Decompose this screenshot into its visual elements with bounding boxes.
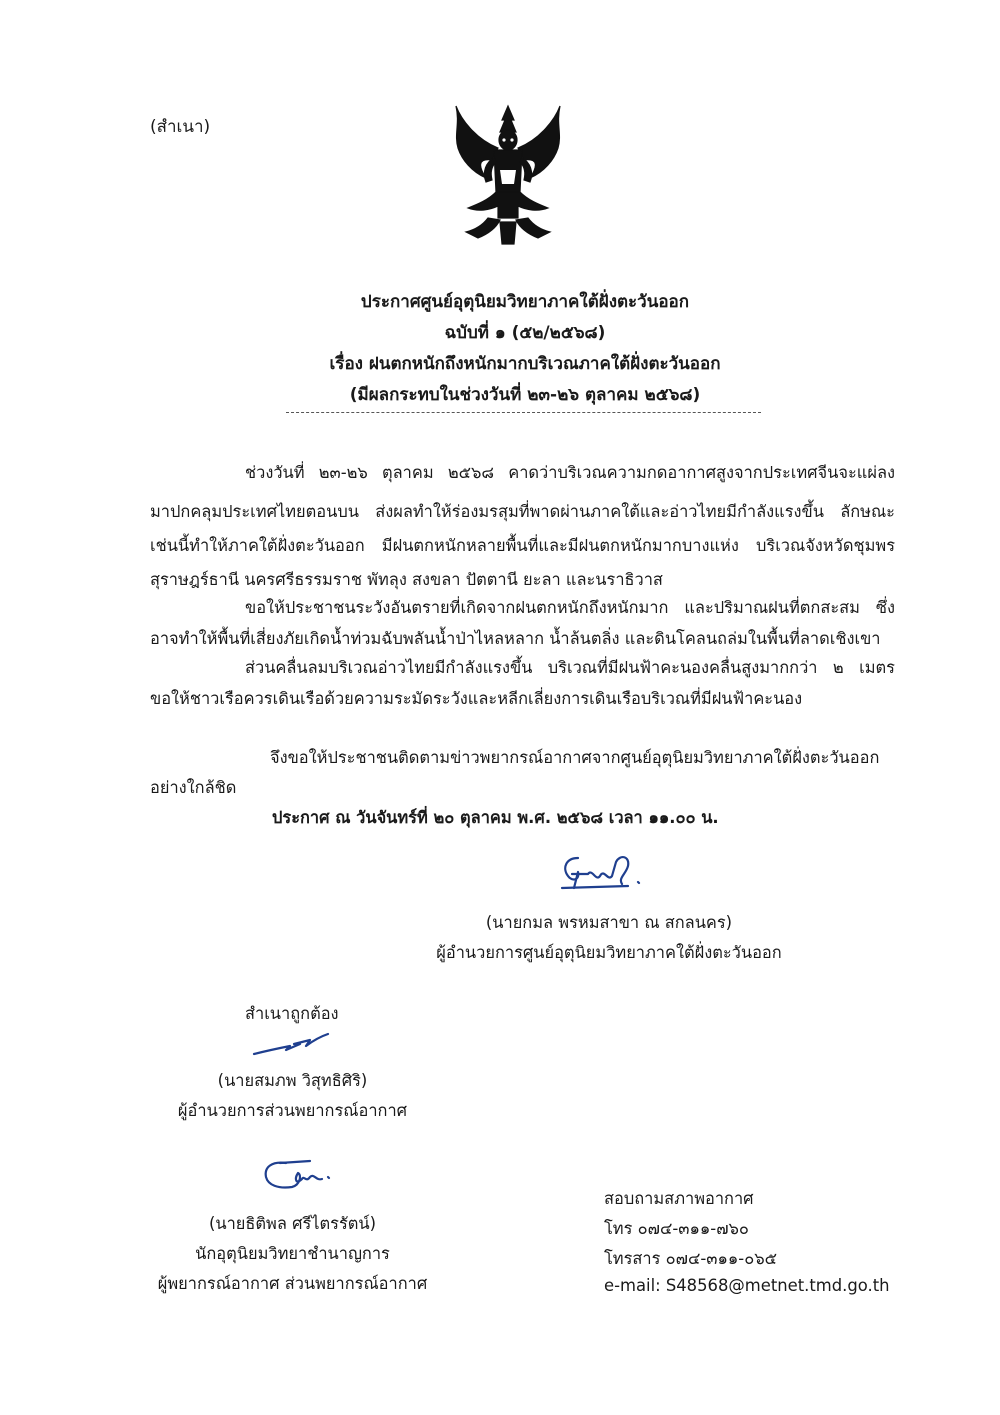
- copy-mark: (สำเนา): [150, 117, 211, 137]
- certifier-signature-icon: [250, 1030, 332, 1058]
- forecaster-title-2: ผู้พยากรณ์อากาศ ส่วนพยากรณ์อากาศ: [157, 1274, 428, 1293]
- forecaster-title-1: นักอุตุนิยมวิทยาชำนาญการ: [195, 1244, 390, 1263]
- certified-copy-label: สำเนาถูกต้อง: [245, 1004, 339, 1023]
- title-line-3: เรื่อง ฝนตกหนักถึงหนักมากบริเวณภาคใต้ฝั่งตะวันออก: [329, 354, 721, 374]
- paragraph-2-line-2: อาจทำให้พื้นที่เสี่ยงภัยเกิดน้ำท่วมฉับพลันน้ำป่าไหลหลาก น้ำล้นตลิ่ง และดินโคลนถล่มในพื้นที่ลาดเชิงเขา: [150, 629, 881, 648]
- announce-date: ประกาศ ณ วันจันทร์ที่ ๒๐ ตุลาคม พ.ศ. ๒๕๖๘ เวลา ๑๑.๐๐ น.: [272, 808, 719, 827]
- certifier-title: ผู้อำนวยการส่วนพยากรณ์อากาศ: [177, 1101, 408, 1120]
- paragraph-3-line-2: ขอให้ชาวเรือควรเดินเรือด้วยความระมัดระวังและหลีกเลี่ยงการเดินเรือบริเวณที่มีฝนฟ้าคะนอง: [150, 689, 803, 708]
- paragraph-1-line-3: เช่นนี้ทำให้ภาคใต้ฝั่งตะวันออก มีฝนตกหนักหลายพื้นที่และมีฝนตกหนักมากบางแห่ง บริเวณจังหวัดชุมพร: [150, 536, 895, 555]
- paragraph-4-line-2: อย่างใกล้ชิด: [150, 778, 237, 797]
- contact-fax: โทรสาร ๐๗๔-๓๑๑-๐๖๕: [604, 1249, 778, 1268]
- contact-email[interactable]: e-mail: S48568@metnet.tmd.go.th: [604, 1276, 890, 1295]
- forecaster-signature-icon: [258, 1155, 336, 1195]
- forecaster-name: (นายธิติพล ศรีไตรรัตน์): [208, 1214, 377, 1233]
- title-line-1: ประกาศศูนย์อุตุนิยมวิทยาภาคใต้ฝั่งตะวันออก: [360, 292, 690, 312]
- paragraph-1-line-4: สุราษฎร์ธานี นครศรีธรรมราช พัทลุง สงขลา ปัตตานี ยะลา และนราธิวาส: [150, 570, 663, 589]
- paragraph-1-line-1: ช่วงวันที่ ๒๓-๒๖ ตุลาคม ๒๕๖๘ คาดว่าบริเวณความกดอากาศสูงจากประเทศจีนจะแผ่ลง: [245, 463, 895, 482]
- garuda-emblem-icon: [448, 100, 568, 250]
- paragraph-3-line-1: ส่วนคลื่นลมบริเวณอ่าวไทยมีกำลังแรงขึ้น บริเวณที่มีฝนฟ้าคะนองคลื่นสูงมากกว่า ๒ เมตร: [245, 658, 895, 677]
- director-name: (นายกมล พรหมสาขา ณ สกลนคร): [485, 913, 733, 932]
- paragraph-2-line-1: ขอให้ประชาชนระวังอันตรายที่เกิดจากฝนตกหนักถึงหนักมาก และปริมาณฝนที่ตกสะสม ซึ่ง: [245, 598, 895, 617]
- director-title: ผู้อำนวยการศูนย์อุตุนิยมวิทยาภาคใต้ฝั่งตะวันออก: [436, 943, 782, 962]
- contact-heading: สอบถามสภาพอากาศ: [604, 1189, 754, 1208]
- director-signature-icon: [558, 852, 653, 894]
- divider: [286, 412, 761, 413]
- certifier-name: (นายสมภพ วิสุทธิศิริ): [217, 1071, 368, 1090]
- title-line-4: (มีผลกระทบในช่วงวันที่ ๒๓-๒๖ ตุลาคม ๒๕๖๘): [349, 385, 701, 405]
- paragraph-1-line-2: มาปกคลุมประเทศไทยตอนบน ส่งผลทำให้ร่องมรสุมที่พาดผ่านภาคใต้และอ่าวไทยมีกำลังแรงขึ้น ลักษณะ: [150, 502, 895, 521]
- paragraph-4-line-1: จึงขอให้ประชาชนติดตามข่าวพยากรณ์อากาศจากศูนย์อุตุนิยมวิทยาภาคใต้ฝั่งตะวันออก: [270, 748, 880, 767]
- title-line-2: ฉบับที่ ๑ (๕๒/๒๕๖๘): [444, 323, 606, 343]
- contact-phone: โทร ๐๗๔-๓๑๑-๗๖๐: [604, 1219, 749, 1238]
